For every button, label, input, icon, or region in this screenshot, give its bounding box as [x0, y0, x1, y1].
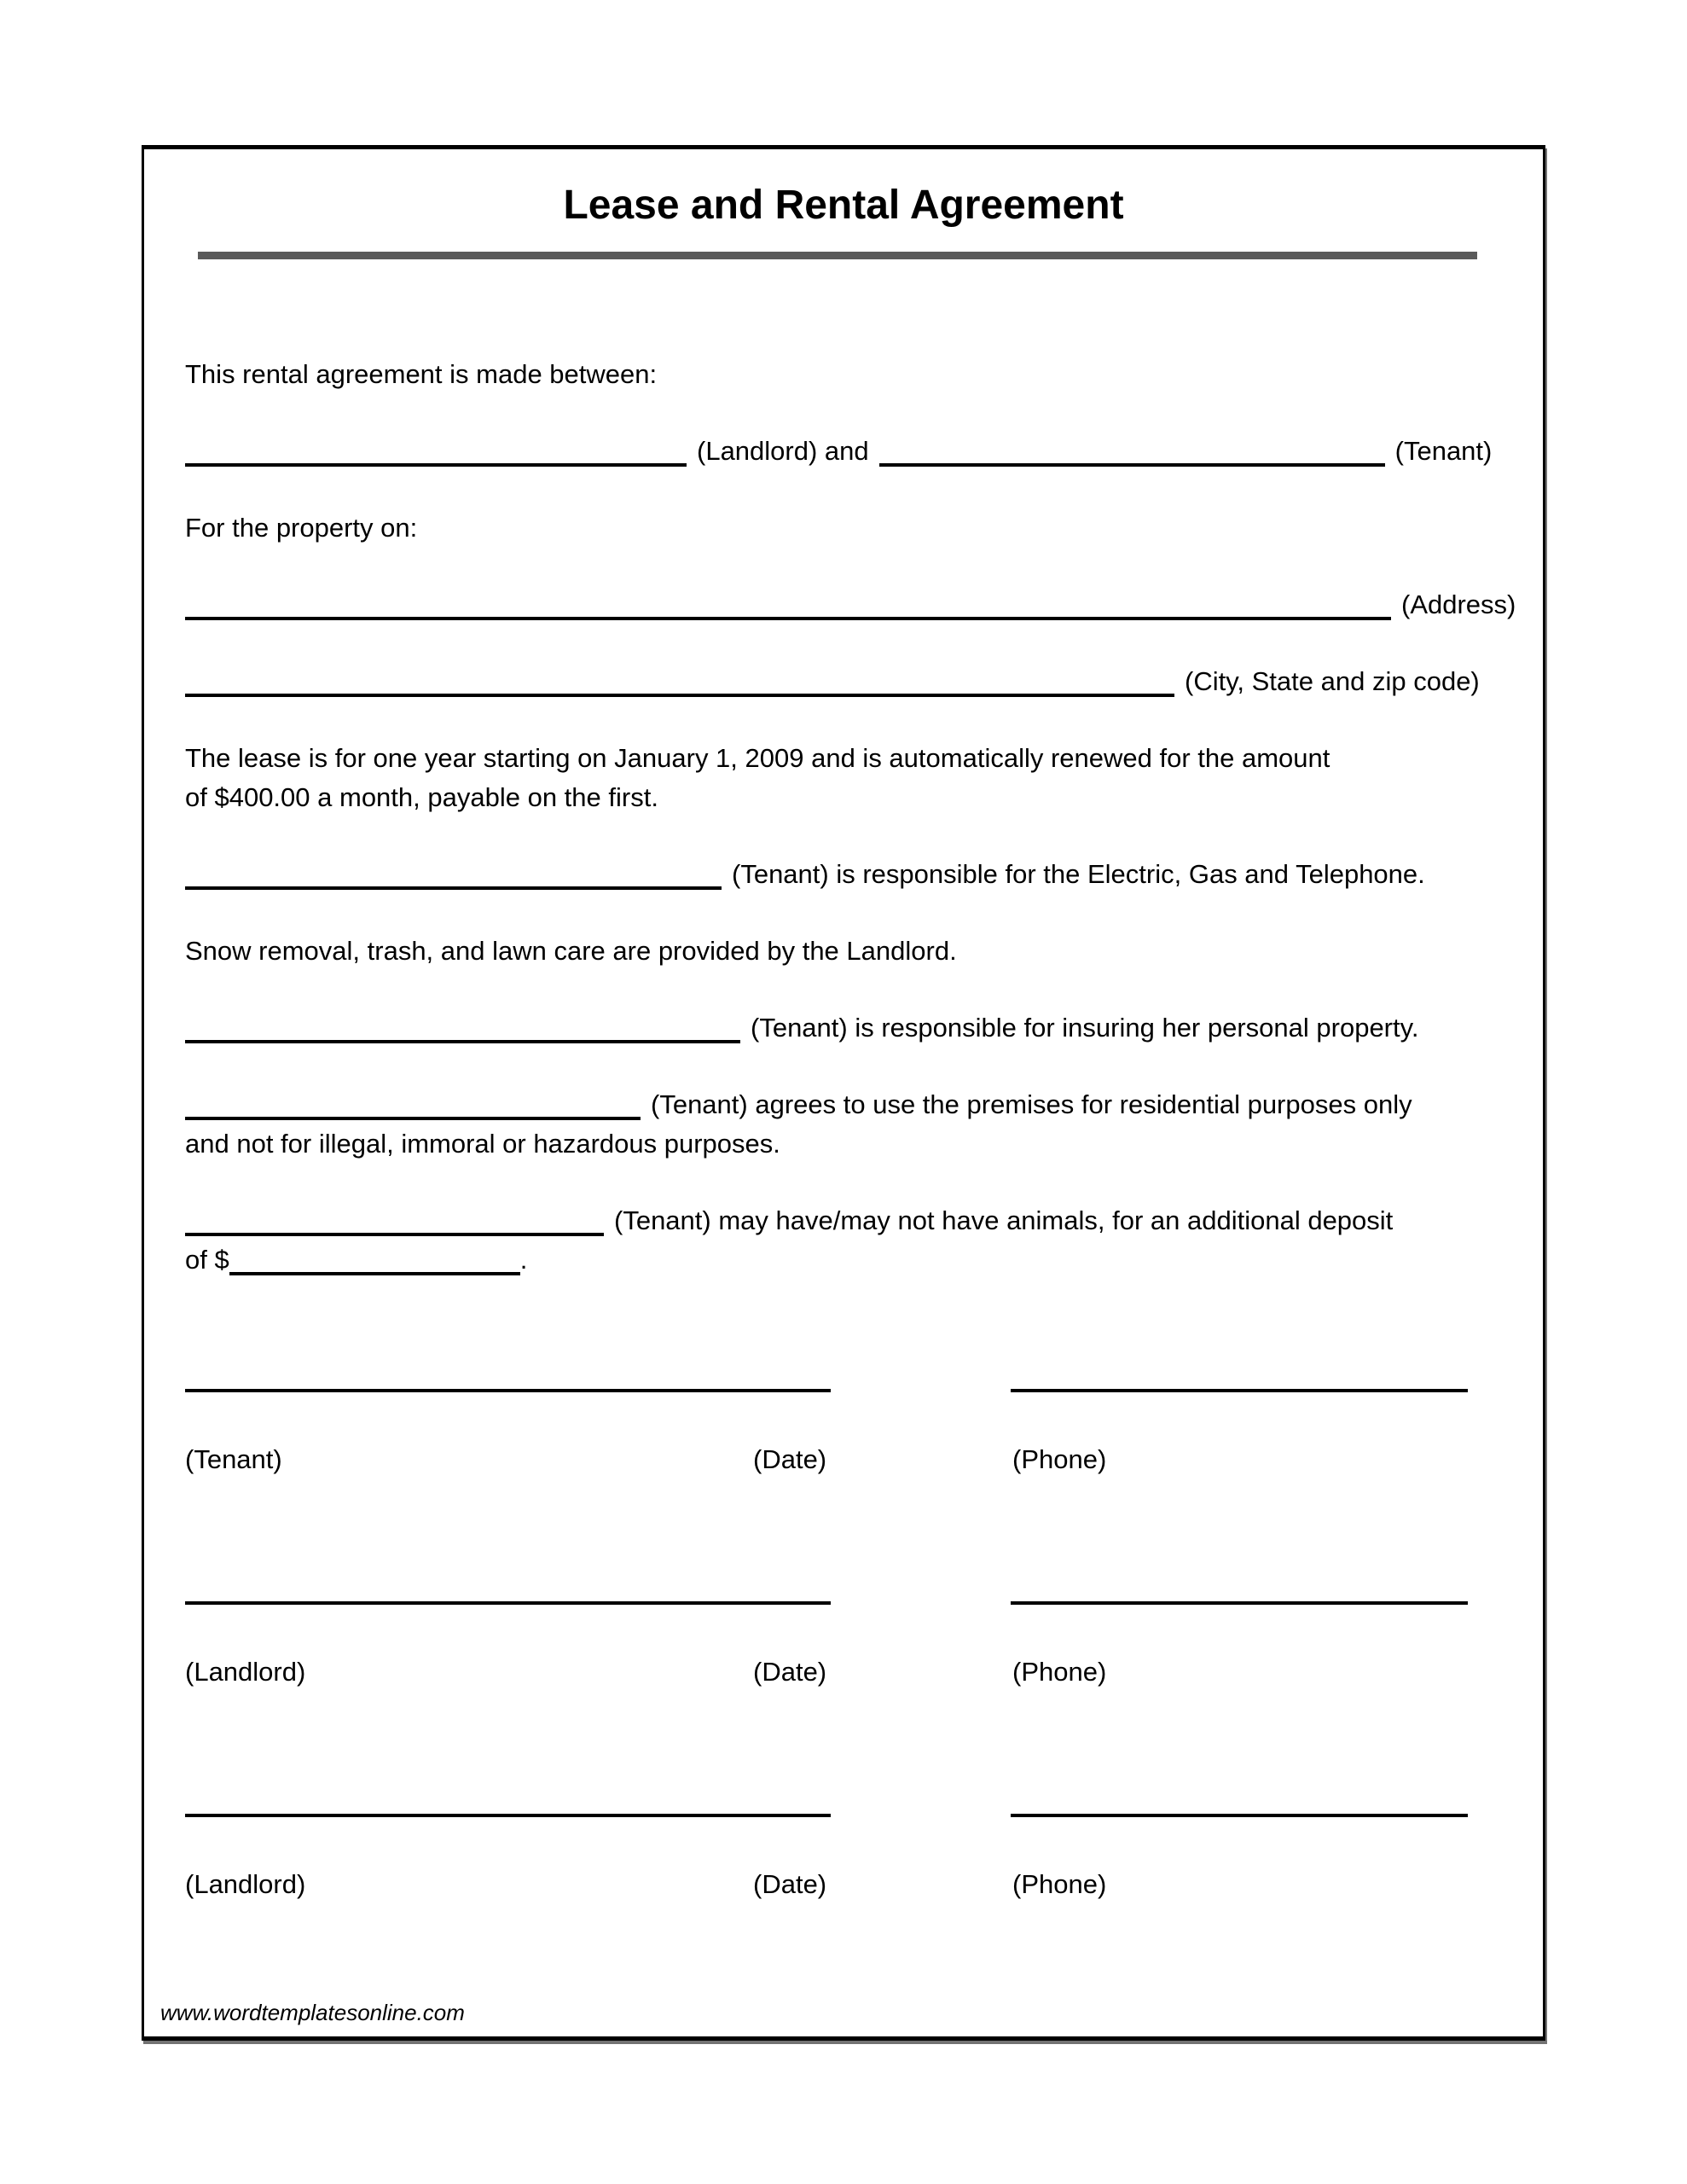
residential-use-paragraph [185, 1085, 1538, 1164]
phone-label: (Phone) [1012, 1657, 1107, 1687]
title-divider [198, 252, 1477, 259]
animals-paragraph [185, 1201, 1538, 1280]
document-body [185, 355, 1538, 1904]
document-page [142, 145, 1545, 2041]
address-blank[interactable] [185, 617, 1391, 620]
utilities-text: (Tenant) is responsible for the Electric, Gas and Telephone. [732, 859, 1425, 889]
tenant-signature-line[interactable] [185, 1389, 831, 1392]
date-label: (Date) [753, 1657, 827, 1687]
insurance-text: (Tenant) is responsible for insuring her personal property. [751, 1013, 1419, 1043]
services-text: Snow removal, trash, and lawn care are provided by the Landlord. [185, 936, 957, 966]
services-line [185, 932, 1538, 971]
date-label: (Date) [753, 1869, 827, 1899]
property-heading-text: For the property on: [185, 513, 418, 543]
address-label: (Address) [1401, 590, 1516, 619]
landlord-phone-line[interactable] [1011, 1601, 1468, 1605]
phone-label: (Phone) [1012, 1869, 1107, 1899]
insurance-tenant-blank[interactable] [185, 1040, 740, 1043]
city-line [185, 662, 1538, 701]
animals-tenant-blank[interactable] [185, 1233, 604, 1236]
city-state-zip-blank[interactable] [185, 694, 1174, 697]
signature-row-landlord-1 [185, 1601, 1538, 1692]
landlord-signature-line[interactable] [185, 1814, 831, 1817]
signature-row-landlord-2 [185, 1814, 1538, 1904]
landlord-phone-line[interactable] [1011, 1814, 1468, 1817]
intro-text: This rental agreement is made between: [185, 359, 658, 389]
lease-terms-line1: The lease is for one year starting on January 1, 2009 and is automatically renewed for the amount [185, 743, 1330, 773]
residential-tenant-blank[interactable] [185, 1117, 641, 1120]
property-heading [185, 508, 1538, 548]
signature-row-tenant [185, 1389, 1538, 1479]
animals-text-line1: (Tenant) may have/may not have animals, for an additional deposit [614, 1205, 1394, 1235]
tenant-label: (Tenant) [1394, 436, 1493, 466]
tenant-name-blank[interactable] [879, 463, 1385, 467]
insurance-line [185, 1008, 1538, 1048]
signature-section [185, 1389, 1538, 1904]
landlord-signature-line[interactable] [185, 1601, 831, 1605]
tenant-phone-line[interactable] [1011, 1389, 1468, 1392]
utilities-tenant-blank[interactable] [185, 886, 722, 890]
role-label: (Landlord) [185, 1869, 306, 1899]
city-state-zip-label: (City, State and zip code) [1185, 666, 1480, 696]
address-line [185, 585, 1538, 624]
intro-paragraph [185, 355, 1538, 394]
footer-url: www.wordtemplatesonline.com [160, 2000, 465, 2025]
deposit-period: . [519, 1245, 528, 1275]
deposit-prefix: of $ [185, 1245, 229, 1275]
residential-text-line1: (Tenant) agrees to use the premises for residential purposes only [651, 1089, 1412, 1119]
lease-terms-paragraph [185, 739, 1538, 817]
date-label: (Date) [753, 1444, 827, 1474]
role-label: (Landlord) [185, 1657, 306, 1687]
phone-label: (Phone) [1012, 1444, 1107, 1474]
role-label: (Tenant) [185, 1444, 282, 1474]
utilities-line [185, 855, 1538, 894]
document-title: Lease and Rental Agreement [563, 183, 1124, 228]
parties-line [185, 432, 1538, 471]
lease-terms-line2: of $400.00 a month, payable on the first. [185, 782, 658, 812]
residential-text-line2: and not for illegal, immoral or hazardous purposes. [185, 1129, 780, 1159]
landlord-label: (Landlord) and [697, 436, 869, 466]
landlord-name-blank[interactable] [185, 463, 687, 467]
deposit-amount-blank[interactable] [229, 1272, 520, 1275]
